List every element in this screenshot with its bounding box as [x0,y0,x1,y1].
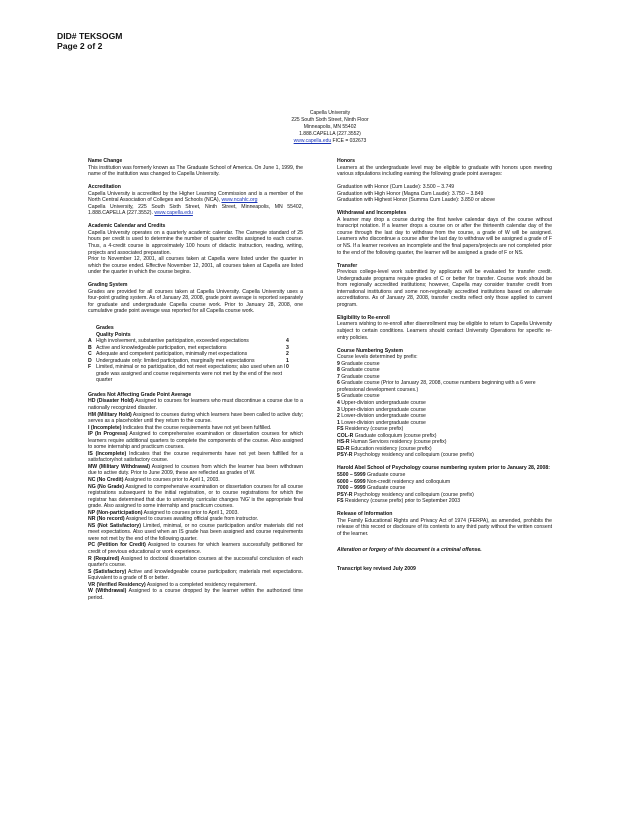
transfer-section [337,263,552,309]
item-code: 6000 – 6999 [337,478,366,485]
item-text: Education residency (course prefix) [349,445,432,452]
non-gpa-section [88,392,303,602]
item-code: R (Required) [88,555,120,562]
section-heading: Honors [337,158,355,164]
item-code: PSY-R [337,452,353,459]
grade-description: Active and knowledgeable participation, met expectations [96,344,227,351]
item-text: Indicates that the course requirements have not yet been fulfilled for a satisfactory/not satisfactory course. [88,450,303,464]
numbering-list [337,361,552,459]
item-text: Upper-division undergraduate course [339,406,426,413]
ncahlc-link[interactable]: www.ncahlc.org [221,197,258,204]
section-text: Capella University is accredited by the Higher Learning Commission and is a member of the North Central Association of Colleges and Schools (NCA), [88,190,303,204]
grades-table-subtitle: Quality Points [96,331,131,338]
item-text: Graduate course [339,360,380,367]
item-text: Graduate course [365,471,406,478]
grade-points: 4 [286,338,289,345]
institution-address [230,110,430,145]
section-heading: Transfer [337,262,358,269]
numbering-section [337,348,552,459]
honors-line: Graduation with Honor (Cum Laude): 3.500 – 3.749 [337,184,455,191]
item-text: Assigned to courses awaiting official grade from instructor. [124,516,259,523]
release-section [337,511,552,537]
item-text: Lower-division undergraduate course [339,413,426,420]
grade-points: 1 [286,357,289,364]
harold-section [337,465,552,504]
grade-points: 3 [286,344,289,351]
item-code: W (Withdrawal) [88,588,127,595]
calendar-section [88,223,303,275]
item-text: Residency (course prefix) prior to September 2003 [343,498,461,505]
item-code: NP (Non-participation) [88,509,143,516]
list-item [88,542,303,555]
section-heading: Academic Calendar and Credits [88,223,166,230]
list-item [88,484,303,510]
grade-letter: F [88,364,92,371]
grades-table-title: Grades [96,324,114,331]
item-code: 6 [337,380,340,387]
section-heading: Grading System [88,282,128,289]
item-code: 5 [337,393,340,400]
grading-section [88,282,303,315]
item-text: Graduate course (Prior to January 28, 2008, course numbers beginning with a 6 were professional development courses.) [337,380,536,393]
left-column [88,158,303,608]
item-text: Assigned to courses prior to April 1, 2003. [142,509,239,516]
item-text: Assigned to courses during which learners have been called to active duty; serves as a placeholder until they return to the course. [88,411,303,425]
item-code: VR (Verified Residency) [88,581,146,588]
item-code: NS (Not Satisfactory) [88,522,141,529]
alteration-notice: Alteration or forgery of this document is a criminal offense. [337,547,482,554]
grade-points: 0 [286,364,289,371]
grades-rows [88,338,303,384]
section-heading: Harold Abel School of Psychology course numbering system prior to January 28, 2008: [337,465,550,472]
item-code: 2 [337,413,340,420]
item-text: Assigned to courses from which the learner has been withdrawn due to active duty. Prior to June 2009, these are reflected as grades of W. [88,463,303,477]
grade-description: Limited, minimal or no participation, did not meet expectations; also used when an I grade was assigned and course requirements were not met by the end of the next quarter [96,364,286,384]
grade-description: Adequate and competent participation, minimally met expectations [96,351,248,358]
item-text: Graduate course [339,393,380,400]
capella-link[interactable]: www.capella.edu [154,210,193,217]
section-heading: Eligibility to Re-enroll [337,314,390,321]
section-heading: Course Numbering System [337,347,403,354]
list-item [88,431,303,451]
list-item [337,380,552,393]
item-code: PSY-R [337,491,353,498]
item-code: HM (Military Hold) [88,411,132,418]
item-text: Assigned to a course dropped by the learner within the authorized time period. [88,588,304,601]
honors-line: Graduation with Highest Honor (Summa Cum Laude): 3.850 or above [337,197,496,204]
list-item [88,398,303,411]
section-text: Course levels determined by prefix: [337,354,418,361]
item-code: 5500 – 5999 [337,471,366,478]
item-text: Assigned to comprehensive examination or dissertation courses for all course registrations subsequent to the initial registration, or to course registrations for which the registrar has determined that due to university curricular changes 'NG' is the appropriate final grade. Also assigned to some internship and practicum courses. [88,483,303,510]
item-text: Graduate course [339,373,380,380]
item-code: 1 [337,419,340,426]
withdrawal-section [337,210,552,256]
phone-line: 1.888.CAPELLA (227.3552) [299,131,361,137]
institution-name: Capella University [309,110,351,116]
grade-description: High involvement, substantive participation, exceeded expectations [96,338,249,345]
list-item [88,523,303,543]
item-code: 7 [337,373,340,380]
item-text: Assigned to comprehensive examination or dissertation courses for which learners require additional quarters to complete the components of the course. Also assigned to some internship and practicum courses. [88,431,303,451]
list-item [88,569,303,582]
item-text: Psychology residency and colloquium (course prefix) [352,452,474,459]
section-text: The Family Educational Rights and Privacy Act of 1974 (FERPA), as amended, prohibits the release of this record or disclosure of its contents to any third party without the written consent of the learner. [337,517,552,537]
right-column [337,158,552,579]
section-heading: Release of Information [337,511,393,518]
item-text: Lower-division undergraduate course [339,419,426,426]
item-code: PC (Petition for Credit) [88,542,146,549]
item-text: Graduate colloquium (course prefix) [353,432,437,439]
grade-letter: D [88,357,92,364]
accreditation-section [88,184,303,217]
grades-table [88,325,303,384]
item-code: S (Satisfactory) [88,568,127,575]
item-text: Indicates that the course requirements have not yet been fulfilled. [121,424,272,431]
grade-description: Undergraduate only: limited participation, marginally met expectations [96,357,255,364]
city-line: Minneapolis, MN 55402 [303,124,357,130]
item-code: NC (No Credit) [88,477,124,484]
item-code: IP (In Progress) [88,431,128,438]
item-code: MW (Military Withdrawal) [88,463,151,470]
name-change-section [88,158,303,178]
item-text: Assigned to a completed residency requirement. [145,581,257,588]
item-text: Graduate course [339,367,380,374]
honors-line: Graduation with High Honor (Magna Cum Laude): 3.750 – 3.849 [337,190,484,197]
item-code: COL-R [337,432,354,439]
section-text: Previous college-level work submitted by applicants will be evaluated for transfer credit. Undergraduate programs require grades of C or better for transfer. Course work should be from regionally accredited institutions; however, Capella may consider transfer credit from international institutions and some non-regionally accredited institutions based on alternate accreditations. As of January 28, 2008, transfer credits reflect only those applied to current program. [337,269,552,308]
section-text: A learner may drop a course during the first twelve calendar days of the course without transcript notation. If a learner drops a course on or after the thirteenth calendar day of the course through the last day to withdraw from the course, a grade of W will be assigned. Learners who discontinue a course after the last day to withdraw will be assigned a grade of F or NS. If a learner receives an incomplete and the final papers/projects are not completed prior to the end of the following quarter, the learner will be assigned a grade of F or NS. [337,216,552,256]
item-code: 9 [337,360,340,367]
item-code: HD (Disaster Hold) [88,398,134,405]
section-text: Capella University operates on a quarterly academic calendar. The Carnegie standard of 25 hours per credit is used to determine the number of quarter credits assigned to each course. Thus, a 4-credit course is approximately 100 hours of didactic instruction, reading, writing, projects and associated preparation. [88,229,303,256]
item-text: Non-credit residency and colloquium [365,478,451,485]
section-text: Grades are provided for all courses taken at Capella University. Capella University uses a four-point grading system. As of January 28, 2008, grade point average is reported separately for graduate and undergraduate Capella course work. Prior to January 28, 2008, one cumulative grade point average was reported for all Capella course work. [88,288,303,315]
item-code: 7000 – 9999 [337,485,366,492]
honors-section [337,158,552,178]
section-heading: Accreditation [88,184,121,191]
list-item [88,451,303,464]
website-link[interactable]: www.capella.edu [293,138,332,144]
grade-letter: B [88,344,92,351]
list-item [88,412,303,425]
section-heading: Grades Not Affecting Grade Point Average [88,391,192,398]
item-code: FS [337,426,344,433]
item-code: 8 [337,367,340,374]
item-code: NG (No Grade) [88,483,125,490]
list-item [337,498,552,505]
item-code: I (Incomplete) [88,424,122,431]
harold-list [337,472,552,505]
section-text: This institution was formerly known as The Graduate School of America. On June 1, 1999, the name of the institution was changed to Capella University. [88,164,303,178]
list-item [88,556,303,569]
item-code: 4 [337,400,340,406]
document-id: DID# TEKSOGM [57,31,123,41]
list-item [88,464,303,477]
item-code: HS-R [337,439,350,446]
item-text: Assigned to courses prior to April 1, 2003. [123,477,220,484]
fice-code: FICE = 032673 [331,138,367,144]
web-line [230,138,430,145]
item-text: Human Services residency (course prefix) [349,439,447,446]
item-code: ED-R [337,445,350,452]
grade-row [88,364,303,384]
item-code: FS [337,498,344,505]
item-text: Psychology residency and colloquium (course prefix) [352,491,474,498]
honors-list [337,184,552,204]
section-text: Capella University, 225 South Sixth Street, Ninth Street, Minneapolis, MN 55402, 1.888.CAPELLA (227.3552). [88,203,303,217]
grade-letter: A [88,338,92,345]
item-text: Active and knowledgeable course participation; materials met expectations. Equivalent to a grade of B or better. [88,568,303,582]
reenroll-section [337,315,552,341]
section-text: Learners at the undergraduate level may be eligible to graduate with honors upon meeting various stipulations including earning the following grade point averages: [337,164,552,178]
item-text: Assigned to doctoral dissertation courses at the successful conclusion of each quarter's course. [88,555,303,569]
item-text: Graduate course [365,485,406,492]
page-header [57,31,122,51]
item-text: Assigned to courses for which learners successfully petitioned for credit of previous educational or work experience. [88,542,303,556]
section-text: Prior to November 12, 2001, all courses taken at Capella were listed under the quarter in which the course ended. Effective November 12, 2001, all courses taken at Capella are listed under the quarter in which the course begins. [88,256,303,276]
street-address: 225 South Sixth Street, Ninth Floor [291,117,369,123]
item-code: 3 [337,406,340,413]
item-text: Residency (course prefix) [343,426,404,433]
item-text: Limited, minimal, or no course participation and/or materials did not meet expectations. Also used when an IS grade has been assigned and course requirements were not met by the end of the following quarter. [88,522,303,542]
transcript-key-note: Transcript key revised July 2009 [337,565,416,572]
non-gpa-list [88,398,303,601]
section-heading: Withdrawal and Incompletes [337,210,407,217]
list-item [88,588,303,601]
grade-letter: C [88,351,92,358]
item-text: Upper-division undergraduate course [339,400,426,406]
section-text: Learners wishing to re-enroll after disenrollment may be eligible to return to Capella University subject to certain conditions. Learners should contact University Operations for specific re-entry policies. [337,321,552,341]
item-code: IS (Incomplete) [88,450,127,457]
section-heading: Name Change [88,158,123,164]
item-code: NR (No record) [88,516,125,523]
item-text: Assigned to courses for learners who must discontinue a course due to a nationally recognized disaster. [88,398,303,411]
page-number: Page 2 of 2 [57,41,103,51]
grade-points: 2 [286,351,289,358]
list-item [337,452,552,459]
